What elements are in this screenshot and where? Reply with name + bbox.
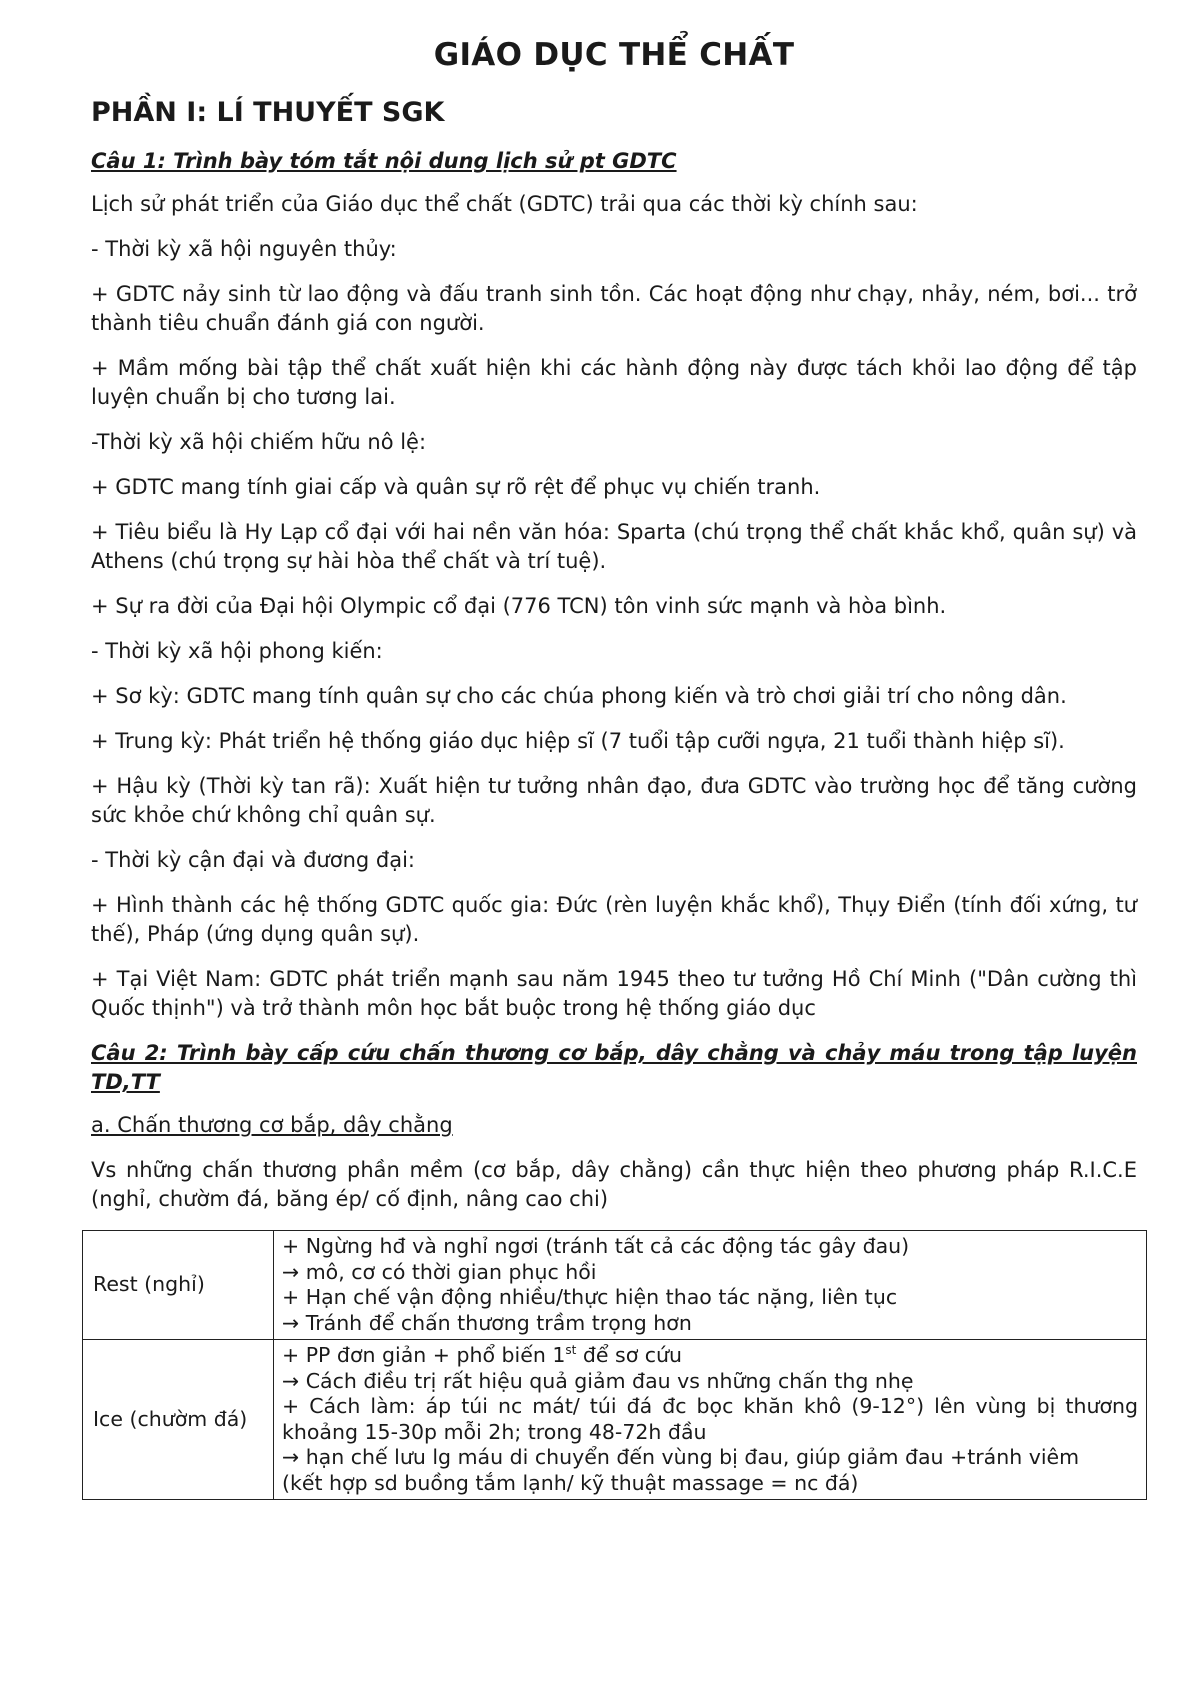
ice-line-first-rest: để sơ cứu: [576, 1343, 683, 1367]
q1-paragraph: + Sơ kỳ: GDTC mang tính quân sự cho các chúa phong kiến và trò chơi giải trí cho nông dân.: [91, 684, 1067, 708]
q1-paragraph: + GDTC nảy sinh từ lao động và đấu tranh sinh tồn. Các hoạt động như chạy, nhảy, ném, bơi... trở thành tiêu chuẩn đánh giá con người.: [91, 282, 1137, 335]
ordinal-superscript: st: [565, 1343, 577, 1358]
q1-paragraph: - Thời kỳ xã hội nguyên thủy:: [91, 237, 397, 261]
table-row-ice: [83, 1340, 1147, 1500]
part-heading: PHẦN I: LÍ THUYẾT SGK: [91, 97, 445, 128]
q1-paragraph: - Thời kỳ cận đại và đương đại:: [91, 848, 416, 872]
ice-label: Ice (chườm đá): [83, 1340, 274, 1500]
document-title: GIÁO DỤC THỂ CHẤT: [433, 37, 795, 73]
section-a-heading: a. Chấn thương cơ bắp, dây chằng: [91, 1113, 453, 1137]
question-2-heading: Câu 2: Trình bày cấp cứu chấn thương cơ bắp, dây chằng và chảy máu trong tập luyện TD,TT: [91, 1041, 1137, 1094]
ice-line: → Cách điều trị rất hiệu quả giảm đau vs những chấn thg nhẹ: [282, 1368, 914, 1393]
q1-paragraph: + Tiêu biểu là Hy Lạp cổ đại với hai nền văn hóa: Sparta (chú trọng thể chất khắc khổ, quân sự) và Athens (chú trọng sự hài hòa thể chất và trí tuệ).: [91, 520, 1137, 573]
ice-line-first-text: + PP đơn giản + phổ biến 1: [282, 1343, 566, 1367]
document-page: [91, 30, 1137, 1500]
q1-paragraph: + Sự ra đời của Đại hội Olympic cổ đại (776 TCN) tôn vinh sức mạnh và hòa bình.: [91, 594, 947, 618]
ice-line: → hạn chế lưu lg máu di chuyển đến vùng bị đau, giúp giảm đau +tránh viêm: [282, 1445, 1080, 1469]
ice-details: [274, 1340, 1147, 1500]
ice-line: (kết hợp sd buồng tắm lạnh/ kỹ thuật massage = nc đá): [282, 1470, 859, 1495]
rice-intro: Vs những chấn thương phần mềm (cơ bắp, dây chằng) cần thực hiện theo phương pháp R.I.C.E (nghỉ, chườm đá, băng ép/ cố định, nâng cao chi): [91, 1158, 1137, 1211]
rest-label: Rest (nghỉ): [83, 1231, 274, 1340]
q1-paragraph: Lịch sử phát triển của Giáo dục thể chất (GDTC) trải qua các thời kỳ chính sau:: [91, 192, 918, 216]
q1-paragraph: + Mầm mống bài tập thể chất xuất hiện khi các hành động này được tách khỏi lao động để tập luyện chuẩn bị cho tương lai.: [91, 356, 1137, 409]
rest-line: + Hạn chế vận động nhiều/thực hiện thao tác nặng, liên tục: [282, 1285, 898, 1309]
rest-line: + Ngừng hđ và nghỉ ngơi (tránh tất cả các động tác gây đau): [282, 1234, 910, 1258]
q1-paragraph: + GDTC mang tính giai cấp và quân sự rõ rệt để phục vụ chiến tranh.: [91, 475, 821, 499]
rice-table: [82, 1230, 1147, 1500]
question-1-heading: Câu 1: Trình bày tóm tắt nội dung lịch sử pt GDTC: [91, 149, 677, 173]
ice-line-first: [282, 1343, 1138, 1369]
q1-paragraph: - Thời kỳ xã hội phong kiến:: [91, 639, 383, 663]
q1-paragraph: + Hình thành các hệ thống GDTC quốc gia: Đức (rèn luyện khắc khổ), Thụy Điển (tính đối xứng, tư thế), Pháp (ứng dụng quân sự).: [91, 893, 1137, 946]
rest-line: → Tránh để chấn thương trầm trọng hơn: [282, 1310, 692, 1335]
q1-paragraph: + Hậu kỳ (Thời kỳ tan rã): Xuất hiện tư tưởng nhân đạo, đưa GDTC vào trường học để tăng cường sức khỏe chứ không chỉ quân sự.: [91, 774, 1137, 827]
rest-line: → mô, cơ có thời gian phục hồi: [282, 1259, 597, 1284]
q1-paragraph: + Tại Việt Nam: GDTC phát triển mạnh sau năm 1945 theo tư tưởng Hồ Chí Minh ("Dân cường thì Quốc thịnh") và trở thành môn học bắt buộc trong hệ thống giáo dục: [91, 967, 1137, 1020]
table-row-rest: [83, 1231, 1147, 1340]
q1-paragraph: + Trung kỳ: Phát triển hệ thống giáo dục hiệp sĩ (7 tuổi tập cưỡi ngựa, 21 tuổi thành hiệp sĩ).: [91, 729, 1065, 753]
ice-line: + Cách làm: áp túi nc mát/ túi đá đc bọc khăn khô (9-12°) lên vùng bị thương khoảng 15-30p mỗi 2h; trong 48-72h đầu: [282, 1394, 1138, 1444]
q1-paragraph: -Thời kỳ xã hội chiếm hữu nô lệ:: [91, 430, 427, 454]
rest-details: [274, 1231, 1147, 1340]
